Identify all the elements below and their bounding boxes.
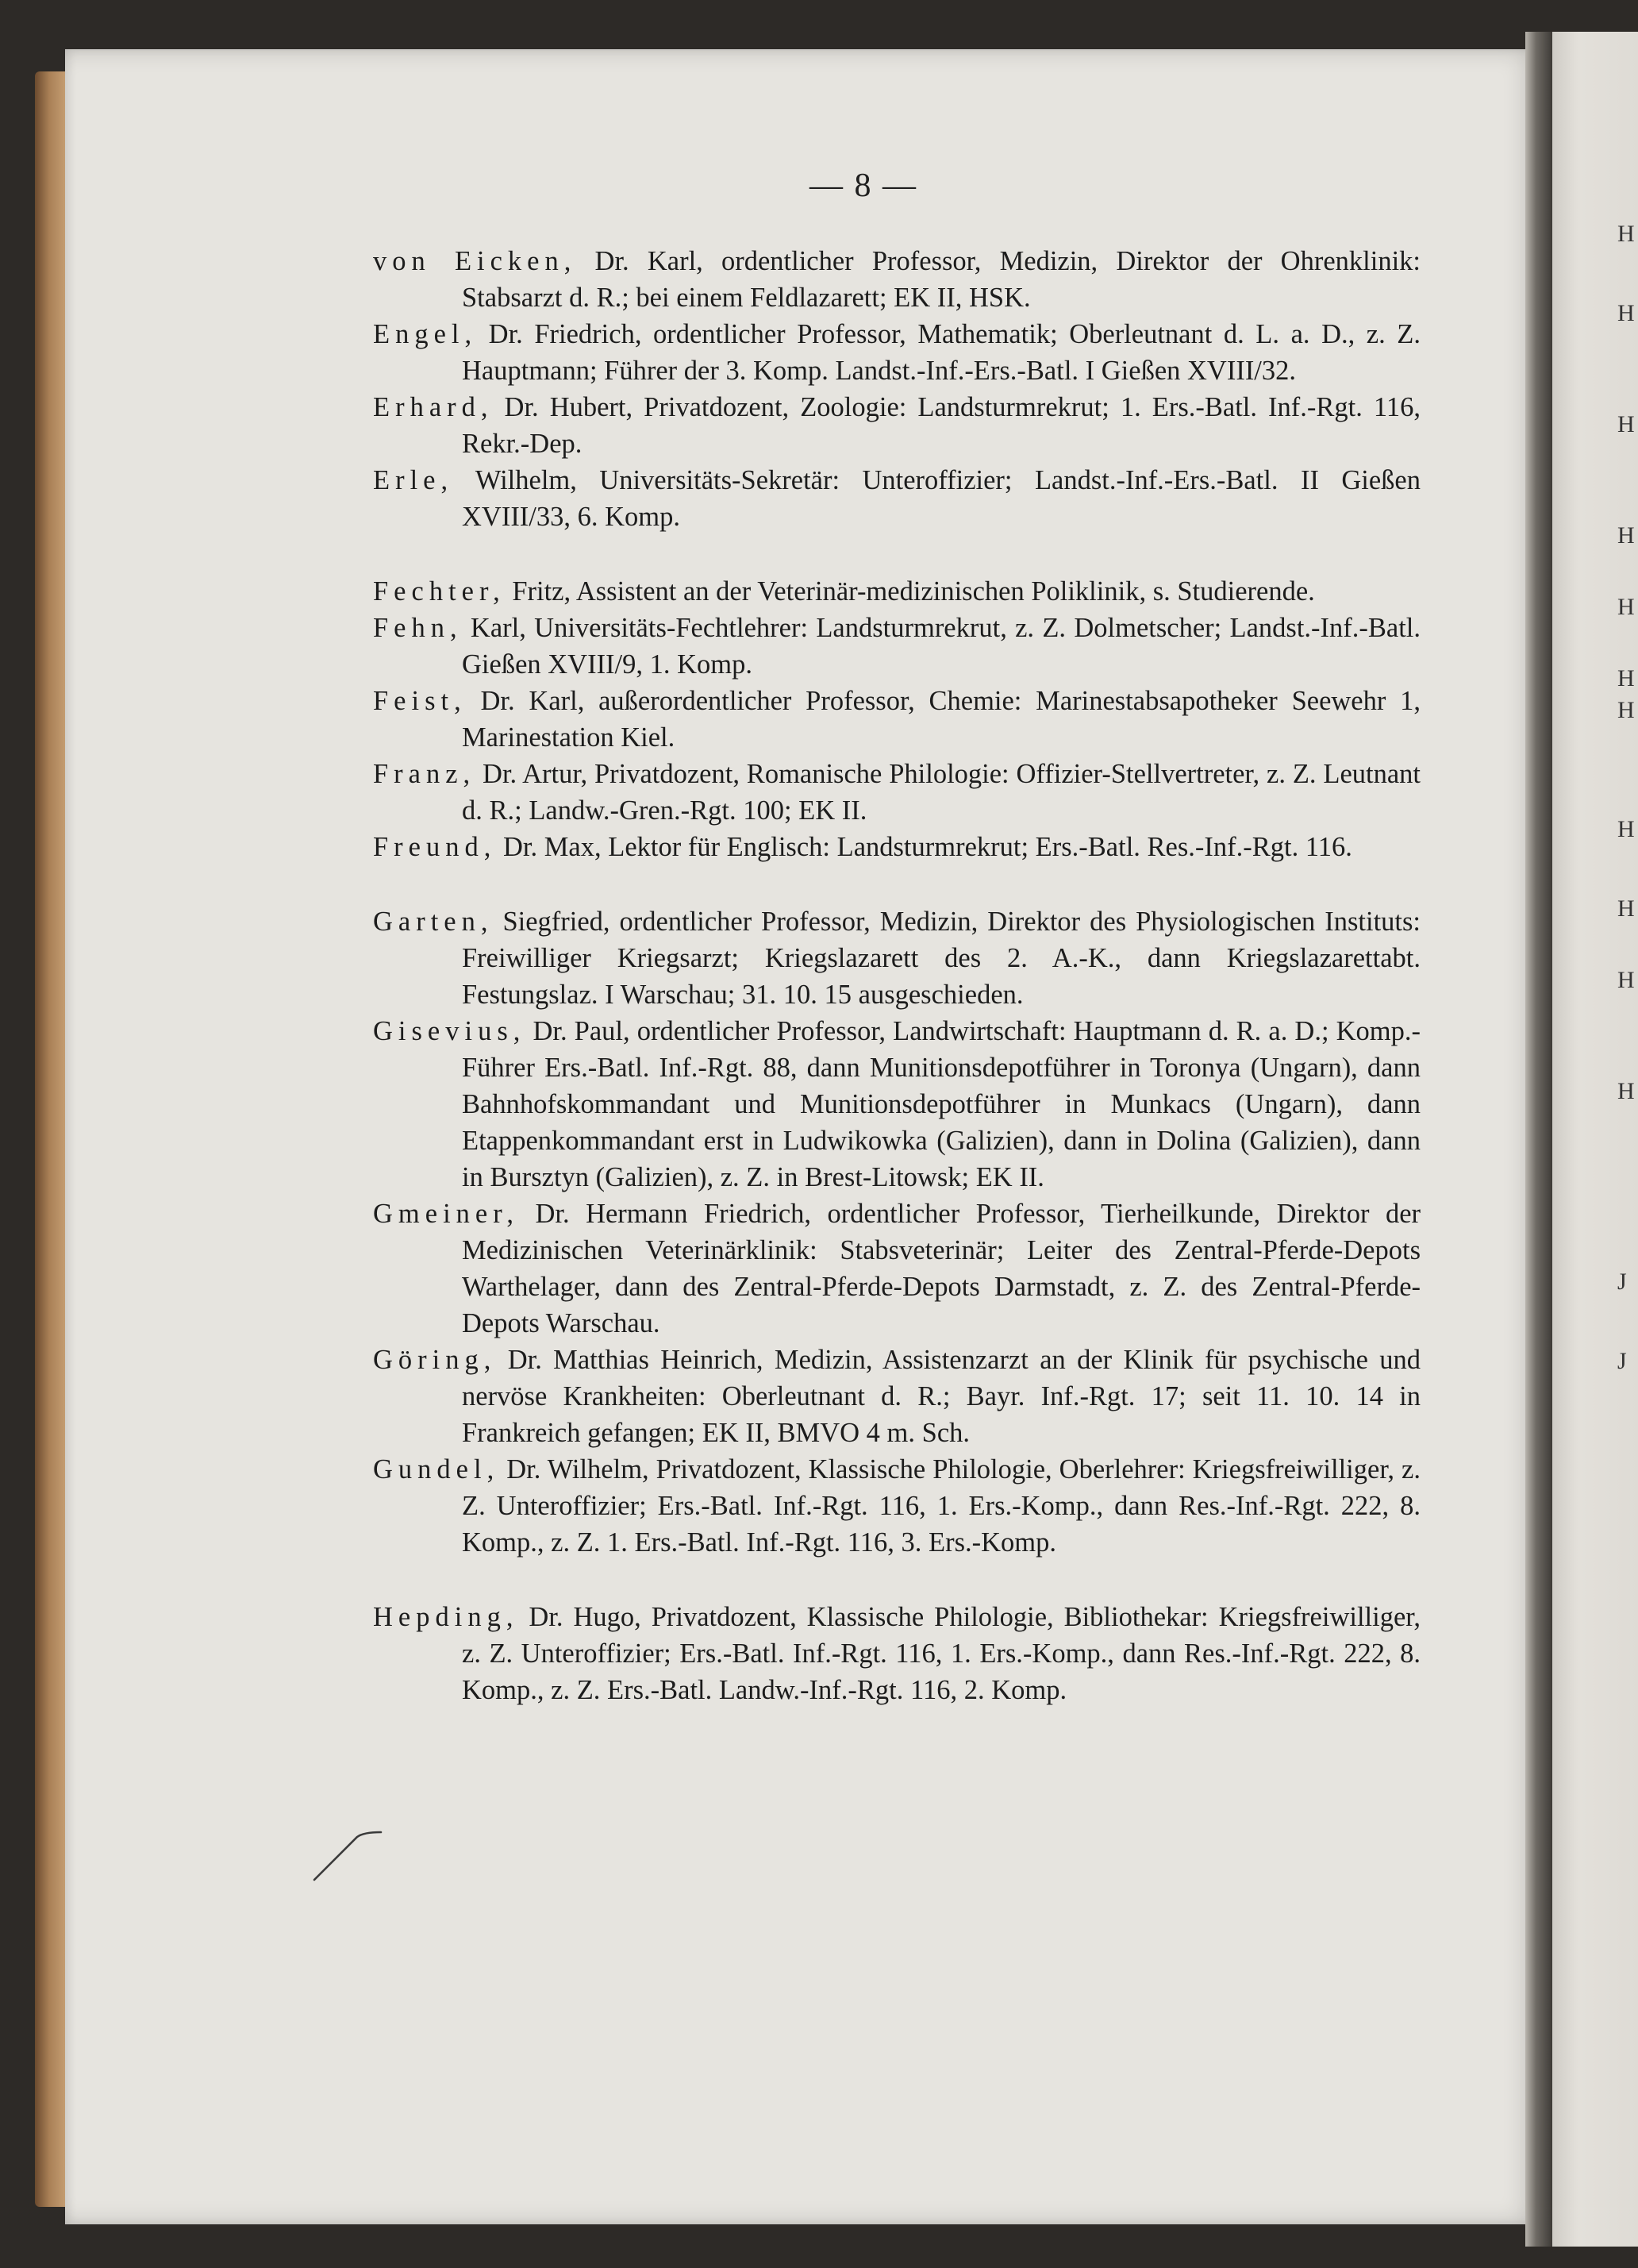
entry-name: Garten, bbox=[373, 907, 494, 937]
entry-group-f bbox=[373, 573, 1421, 865]
entry-name: Engel, bbox=[373, 319, 478, 349]
next-page-letter: J bbox=[1617, 1348, 1627, 1374]
entry-name: Franz, bbox=[373, 759, 476, 789]
entry-name: Fechter, bbox=[373, 576, 506, 606]
entry-group-e bbox=[373, 243, 1421, 535]
entry-text: Karl, Universitäts-Fechtlehrer: Landsturmrekrut, z. Z. Dolmetscher; Landst.-Inf.-Batl. Gießen XVIII/9, 1. Komp. bbox=[462, 613, 1421, 680]
entry bbox=[373, 610, 1421, 683]
entry bbox=[373, 1196, 1421, 1342]
next-page-letter: H bbox=[1617, 1078, 1635, 1104]
next-page-letter: H bbox=[1617, 816, 1635, 842]
entry-name: Göring, bbox=[373, 1345, 497, 1375]
entry bbox=[373, 1013, 1421, 1196]
entry bbox=[373, 829, 1421, 865]
next-page-letter: H bbox=[1617, 300, 1635, 326]
entry-text: Dr. Karl, außerordentlicher Professor, Chemie: Marinestabsapotheker Seewehr 1, Marinestation Kiel. bbox=[462, 686, 1421, 753]
entry bbox=[373, 389, 1421, 462]
page-number: — 8 — bbox=[809, 168, 917, 204]
entry bbox=[373, 462, 1421, 535]
entry bbox=[373, 683, 1421, 756]
next-page-letter: H bbox=[1617, 221, 1635, 247]
entry-text: Dr. Max, Lektor für Englisch: Landsturmrekrut; Ers.-Batl. Res.-Inf.-Rgt. 116. bbox=[496, 832, 1352, 862]
next-page-letter: H bbox=[1617, 967, 1635, 993]
entry bbox=[373, 756, 1421, 829]
page-content bbox=[373, 243, 1421, 1708]
page-gutter bbox=[1525, 32, 1552, 2247]
entry-group-g bbox=[373, 903, 1421, 1561]
entry-name: Gundel, bbox=[373, 1454, 500, 1484]
entry bbox=[373, 243, 1421, 316]
entry-name: Freund, bbox=[373, 832, 497, 862]
next-page-letter: H bbox=[1617, 895, 1635, 922]
entry bbox=[373, 1342, 1421, 1451]
entry-text: Dr. Hugo, Privatdozent, Klassische Philologie, Bibliothekar: Kriegsfreiwilliger, z. Z. Unteroffizier; Ers.-Batl. Inf.-Rgt. 116, 1. Ers.-Komp., dann Res.-Inf.-Rgt. 222, 8. Komp., z. Z. Ers.-Batl. Landw.-Inf.-Rgt. 116, 2. Komp. bbox=[462, 1602, 1421, 1705]
pencil-mark-icon bbox=[311, 1826, 383, 1883]
entry-text: Dr. Hermann Friedrich, ordentlicher Professor, Tierheilkunde, Direktor der Medizinischen Veterinärklinik: Stabsveterinär; Leiter des Zentral-Pferde-Depots Warthelager, dann des Zentral-Pferde-Depots Darmstadt, z. Z. des Zentral-Pferde-Depots Warschau. bbox=[462, 1199, 1421, 1338]
entry-text: Dr. Matthias Heinrich, Medizin, Assistenzarzt an der Klinik für psychische und nervöse Krankheiten: Oberleutnant d. R.; Bayr. Inf.-Rgt. 17; seit 11. 10. 14 in Frankreich gefangen; EK II, BMVO 4 m. Sch. bbox=[462, 1345, 1421, 1448]
entry-name: Gmeiner, bbox=[373, 1199, 519, 1229]
next-page-edge bbox=[1552, 32, 1638, 2247]
entry bbox=[373, 1599, 1421, 1708]
next-page-letter: J bbox=[1617, 1269, 1627, 1295]
entry-text: Fritz, Assistent an der Veterinär-medizinischen Poliklinik, s. Studierende. bbox=[505, 576, 1315, 606]
next-page-letter: H bbox=[1617, 522, 1635, 549]
entry-name: Fehn, bbox=[373, 613, 463, 643]
entry bbox=[373, 573, 1421, 610]
entry-text: Dr. Wilhelm, Privatdozent, Klassische Philologie, Oberlehrer: Kriegsfreiwilliger, z. Z. Unteroffizier; Ers.-Batl. Inf.-Rgt. 116, 1. Ers.-Komp., dann Res.-Inf.-Rgt. 222, 8. Komp., z. Z. 1. Ers.-Batl. Inf.-Rgt. 116, 3. Ers.-Komp. bbox=[462, 1454, 1421, 1558]
next-page-letter: H bbox=[1617, 697, 1635, 723]
entry-text: Dr. Karl, ordentlicher Professor, Medizin, Direktor der Ohrenklinik: Stabsarzt d. R.; bei einem Feldlazarett; EK II, HSK. bbox=[462, 246, 1421, 313]
entry-group-h bbox=[373, 1599, 1421, 1708]
entry-text: Dr. Friedrich, ordentlicher Professor, Mathematik; Oberleutnant d. L. a. D., z. Z. Hauptmann; Führer der 3. Komp. Landst.-Inf.-Ers.-Batl. I Gießen XVIII/32. bbox=[462, 319, 1421, 386]
entry-name: Feist, bbox=[373, 686, 467, 716]
next-page-letter: H bbox=[1617, 411, 1635, 437]
entry-name: von Eicken, bbox=[373, 246, 577, 276]
book-spine-edge bbox=[35, 71, 67, 2207]
entry-text: Dr. Artur, Privatdozent, Romanische Philologie: Offizier-Stellvertreter, z. Z. Leutnant d. R.; Landw.-Gren.-Rgt. 100; EK II. bbox=[462, 759, 1421, 826]
entry-text: Dr. Paul, ordentlicher Professor, Landwirtschaft: Hauptmann d. R. a. D.; Komp.-Führer Ers.-Batl. Inf.-Rgt. 88, dann Munitionsdepotführer in Toronya (Ungarn), dann Bahnhofskommandant und Munitionsdepotführer in Munkacs (Ungarn), dann Etappenkommandant erst in Ludwikowka (Galizien), dann in Dolina (Galizien), dann in Bursztyn (Galizien), z. Z. in Brest-Litowsk; EK II. bbox=[462, 1016, 1421, 1192]
next-page-letter: H bbox=[1617, 594, 1635, 620]
next-page-letter: H bbox=[1617, 665, 1635, 691]
entry-name: Erhard, bbox=[373, 392, 494, 422]
entry-name: Hepding, bbox=[373, 1602, 519, 1632]
entry-text: Siegfried, ordentlicher Professor, Medizin, Direktor des Physiologischen Instituts: Freiwilliger Kriegsarzt; Kriegslazarett des 2. A.-K., dann Kriegslazarettabt. Festungslaz. I Warschau; 31. 10. 15 ausgeschieden. bbox=[462, 907, 1421, 1010]
entry bbox=[373, 1451, 1421, 1561]
entry-text: Wilhelm, Universitäts-Sekretär: Unteroffizier; Landst.-Inf.-Ers.-Batl. II Gießen XVIII/33, 6. Komp. bbox=[453, 465, 1421, 532]
entry bbox=[373, 316, 1421, 389]
entry-name: Erle, bbox=[373, 465, 454, 495]
entry-name: Gisevius, bbox=[373, 1016, 526, 1046]
entry-text: Dr. Hubert, Privatdozent, Zoologie: Landsturmrekrut; 1. Ers.-Batl. Inf.-Rgt. 116, Rekr.-Dep. bbox=[462, 392, 1421, 459]
entry bbox=[373, 903, 1421, 1013]
